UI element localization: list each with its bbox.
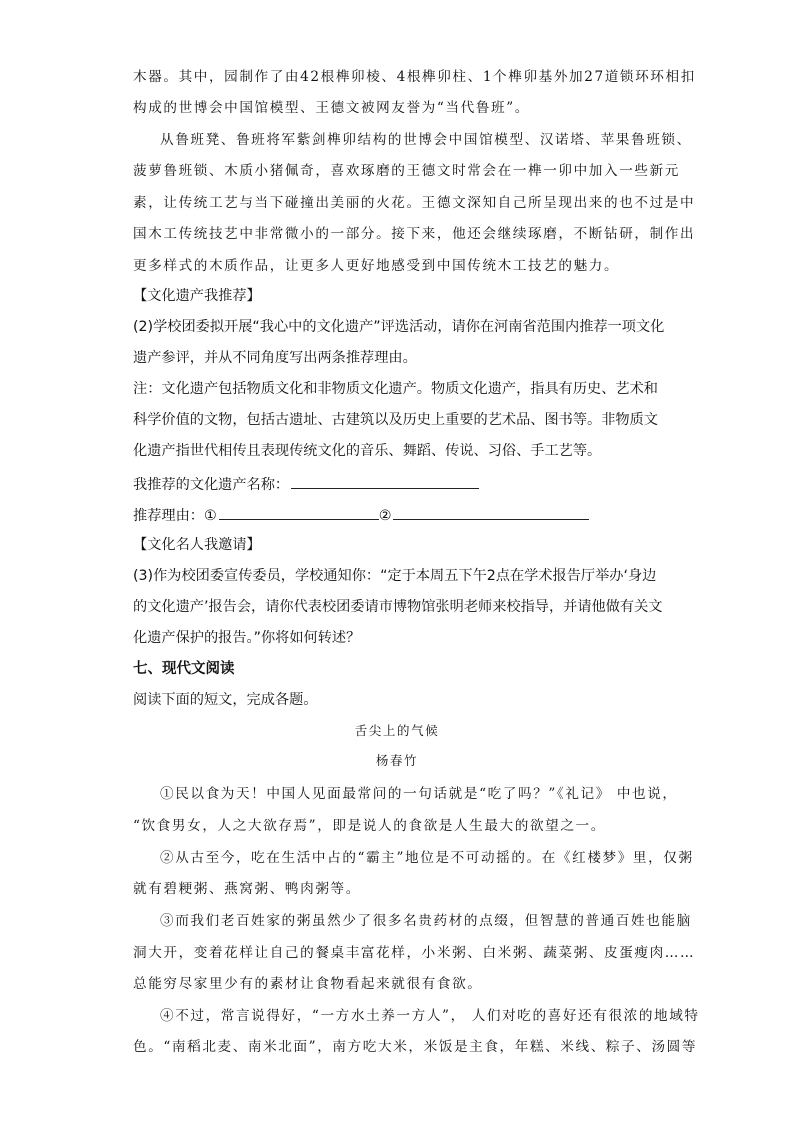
reading-instruction: 阅读下面的短文，完成各题。 <box>133 692 318 708</box>
article-line: ①民以食为天！中国人见面最常问的一句话就是“吃了吗？”《礼记》 中也说， <box>160 786 678 802</box>
question-3-line: 化遗产保护的报告。”你将如何转述？ <box>133 630 361 646</box>
note-line: 科学价值的文物，包括古遗址、古建筑以及历史上重要的艺术品、图书等。非物质文 <box>133 412 658 428</box>
passage-line: 国木工传统技艺中非常微小的一部分。接下来，他还会继续琢磨，不断钻研，制作出 <box>133 226 696 242</box>
passage-line: 更多样式的木质作品，让更多人更好地感受到中国传统木工技艺的魅力。 <box>133 258 620 274</box>
reason-1-marker: ① <box>203 508 217 524</box>
question-3-line: (3)作为校团委宣传委员，学校通知你：“定于本周五下午2点在学术报告厅举办‘身边 <box>133 568 657 584</box>
article-line: 就有碧粳粥、燕窝粥、鸭肉粥等。 <box>133 881 361 897</box>
reason-row <box>133 503 589 526</box>
section-heading-heritage-recommend: 【文化遗产我推荐】 <box>133 288 261 304</box>
reason-1-blank[interactable] <box>219 503 379 520</box>
reason-label: 推荐理由： <box>133 508 204 524</box>
article-line: “饮食男女，人之大欲存焉”，即是说人的食欲是人生最大的欲望之一。 <box>133 818 606 834</box>
passage-line: 从鲁班凳、鲁班将军紫剑榫卯结构的世博会中国馆模型、汉诺塔、苹果鲁班锁、 <box>160 132 692 148</box>
article-line: ③而我们老百姓家的粥虽然少了很多名贵药材的点缀，但智慧的普通百姓也能脑 <box>160 913 692 929</box>
question-2-line: 遗产参评，并从不同角度写出两条推荐理由。 <box>133 350 417 366</box>
heritage-name-label: 我推荐的文化遗产名称： <box>133 477 290 493</box>
section-heading-celebrity-invite: 【文化名人我邀请】 <box>133 537 261 553</box>
heritage-name-row <box>133 472 479 495</box>
heritage-name-blank[interactable] <box>291 472 479 489</box>
article-author: 杨春竹 <box>375 753 419 768</box>
reason-2-marker: ② <box>378 508 392 524</box>
article-line: ④不过，常言说得好，“一方水土养一方人”， 人们对吃的喜好还有很浓的地域特 <box>160 1008 700 1024</box>
article-line: 色。“南稻北麦、南米北面”，南方吃大米，米饭是主食，年糕、米线、粽子、汤圆等 <box>133 1039 698 1055</box>
question-2-line: (2)学校团委拟开展“我心中的文化遗产”评选活动，请你在河南省范围内推荐一项文化 <box>133 319 665 335</box>
passage-line: 素，让传统工艺与当下碰撞出美丽的火花。王德文深知自己所呈现出来的也不过是中 <box>133 195 696 211</box>
article-line: 总能穷尽家里少有的素材让食物看起来就很有食欲。 <box>133 976 483 992</box>
article-line: 洞大开，变着花样让自己的餐桌丰富花样，小米粥、白米粥、蔬菜粥、皮蛋瘦肉…… <box>133 945 696 961</box>
article-line: ②从古至今，吃在生活中占的“霸主”地位是不可动摇的。在《红楼梦》里，仅粥 <box>160 850 694 866</box>
passage-line: 木器。其中，园制作了由42根榫卯棱、4根榫卯柱、1个榫卯基外加27道锁环环相扣 <box>133 69 696 85</box>
section-heading-modern-reading: 七、现代文阅读 <box>133 661 235 677</box>
passage-line: 菠萝鲁班锁、木质小猪佩奇，喜欢琢磨的王德文时常会在一榫一卯中加入一些新元 <box>133 163 680 179</box>
reason-2-blank[interactable] <box>393 503 589 520</box>
note-line: 化遗产指世代相传且表现传统文化的音乐、舞蹈、传说、习俗、手工艺等。 <box>133 443 602 459</box>
note-line: 注：文化遗产包括物质文化和非物质文化遗产。物质文化遗产，指具有历史、艺术和 <box>133 381 658 397</box>
passage-line: 构成的世博会中国馆模型、王德文被网友誉为“当代鲁班”。 <box>133 100 530 116</box>
question-3-line: 的文化遗产’报告会，请你代表校团委请市博物馆张明老师来校指导，并请他做有关文 <box>133 599 663 615</box>
article-title: 舌尖上的气候 <box>354 723 440 738</box>
